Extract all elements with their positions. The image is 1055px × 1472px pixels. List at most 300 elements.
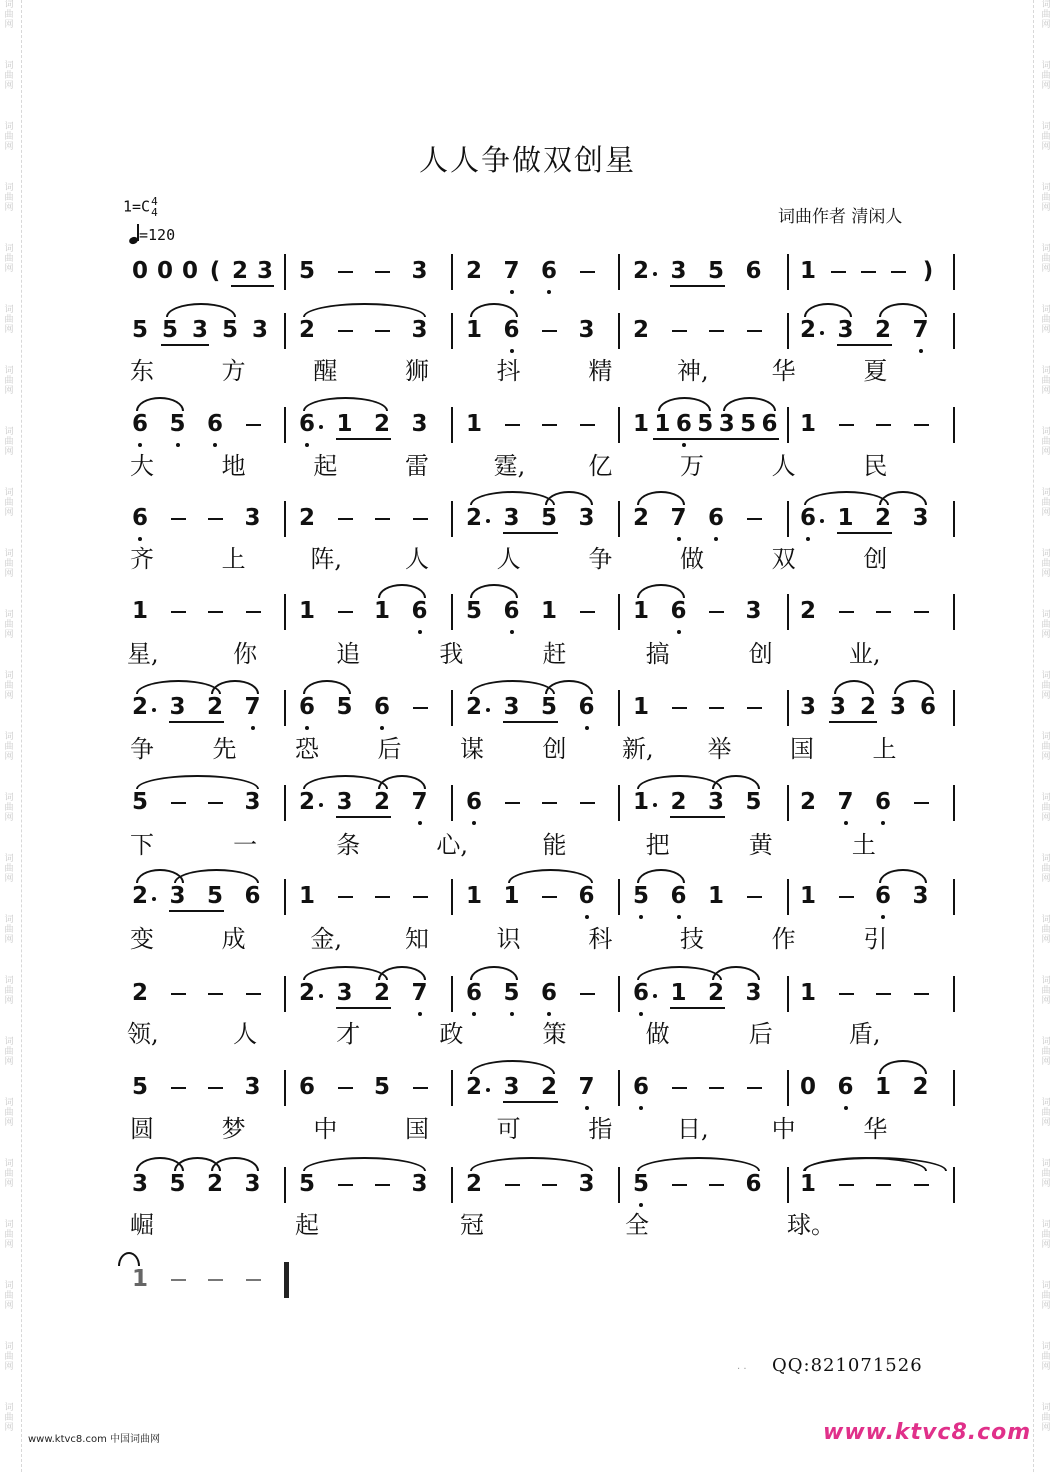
note: 1 (799, 258, 816, 284)
augmentation-dot (820, 331, 824, 335)
note: 1 (632, 694, 649, 720)
extension-dash (338, 330, 353, 332)
slur (470, 966, 518, 980)
lyric-word: 创 (542, 735, 567, 763)
note: ) (922, 258, 934, 284)
tempo-value: =120 (139, 226, 176, 244)
extension-dash (542, 330, 557, 332)
slur (136, 397, 184, 411)
note: 1 (654, 411, 671, 437)
note: 1 (632, 411, 649, 437)
extension-dash (839, 1184, 854, 1186)
watermark-text: 词 曲 网 (4, 122, 14, 152)
barline (953, 407, 955, 443)
time-top: 4 (151, 195, 158, 208)
lyric-word: 圆 (130, 1115, 154, 1143)
note: 2 (298, 980, 315, 1006)
extension-dash (171, 993, 186, 995)
extension-dash (246, 611, 261, 613)
lyric-word: 神, (677, 357, 709, 385)
note: 3 (718, 411, 735, 437)
barline (451, 313, 453, 349)
low-octave-dot (547, 290, 551, 294)
extension-dash (375, 271, 390, 273)
watermark-text: 词 曲 网 (1041, 1037, 1051, 1067)
augmentation-dot (820, 519, 824, 523)
barline (787, 501, 789, 537)
low-octave-dot (881, 915, 885, 919)
low-octave-dot (639, 1012, 643, 1016)
lyric-word: 争 (588, 545, 613, 573)
note: 3 (503, 1074, 520, 1100)
extension-dash (891, 271, 906, 273)
extension-dash (208, 611, 223, 613)
extension-dash (375, 896, 390, 898)
underline (837, 344, 893, 346)
augmentation-dot (653, 994, 657, 998)
note: 7 (837, 789, 854, 815)
extension-dash (861, 271, 876, 273)
barline (451, 879, 453, 915)
extension-dash (246, 424, 261, 426)
extension-dash (542, 896, 557, 898)
note: 2 (912, 1074, 929, 1100)
watermark-text: 词 曲 网 (4, 61, 14, 91)
barline (284, 1070, 286, 1106)
note: 1 (336, 411, 353, 437)
barline (618, 976, 620, 1012)
watermark-text: 词 曲 网 (4, 1037, 14, 1067)
note: 0 (131, 258, 148, 284)
lyric-word: 领, (127, 1020, 159, 1048)
slur (470, 584, 518, 598)
watermark-text: 词 曲 网 (1041, 854, 1051, 884)
barline (953, 313, 955, 349)
watermark-text: 词 曲 网 (4, 1281, 14, 1311)
lyric-word: 阵, (310, 545, 342, 573)
note: 0 (181, 258, 198, 284)
extension-dash (171, 1279, 186, 1281)
note: 2 (465, 694, 482, 720)
lyric-word: 黄 (748, 831, 773, 859)
extension-dash (208, 1087, 223, 1089)
slur (658, 397, 711, 411)
lyric-word: 把 (645, 831, 670, 859)
lyric-word: 后 (377, 735, 402, 763)
barline (618, 879, 620, 915)
lyric-word: 冠 (460, 1211, 484, 1239)
note: 2 (465, 1171, 482, 1197)
note: 5 (221, 317, 238, 343)
slur (545, 491, 593, 505)
slur (637, 869, 685, 883)
note: 2 (131, 980, 148, 1006)
lyric-word: 恐 (295, 735, 319, 763)
note: 1 (465, 317, 482, 343)
note: 6 (707, 505, 724, 531)
augmentation-dot (152, 897, 156, 901)
extension-dash (542, 1184, 557, 1186)
watermark-text: 词 曲 网 (4, 427, 14, 457)
lyric-word: 策 (542, 1020, 567, 1048)
note: 5 (740, 411, 757, 437)
watermark-text: 词 曲 网 (1041, 793, 1051, 823)
extension-dash (542, 802, 557, 804)
lyric-word: 政 (439, 1020, 464, 1048)
note: 6 (837, 1074, 854, 1100)
barline (284, 976, 286, 1012)
extension-dash (831, 271, 846, 273)
watermark-text: 词 曲 网 (4, 976, 14, 1006)
watermark-text: 词 曲 网 (4, 549, 14, 579)
slur (508, 869, 593, 883)
lyric-word: 华 (863, 1115, 888, 1143)
low-octave-dot (677, 915, 681, 919)
note: 6 (670, 598, 687, 624)
underline (829, 721, 877, 723)
slur (712, 775, 760, 789)
extension-dash (672, 1087, 687, 1089)
extension-dash (747, 330, 762, 332)
slur (378, 966, 426, 980)
barline (451, 785, 453, 821)
note: 3 (745, 598, 762, 624)
note: 2 (465, 505, 482, 531)
note: 5 (632, 883, 649, 909)
slur (303, 1157, 426, 1171)
slur (470, 1060, 555, 1074)
extension-dash (876, 1184, 891, 1186)
augmentation-dot (486, 1088, 490, 1092)
watermark-text: 词 曲 网 (1041, 549, 1051, 579)
lyric-word: 心, (436, 831, 469, 859)
extension-dash (375, 518, 390, 520)
lyric-word: 起 (295, 1211, 319, 1239)
barline (618, 407, 620, 443)
low-octave-dot (585, 1106, 589, 1110)
lyric-word: 可 (496, 1115, 521, 1143)
note: 2 (859, 694, 876, 720)
lyric-word: 人 (233, 1020, 258, 1048)
note: 6 (578, 694, 595, 720)
extension-dash (709, 1184, 724, 1186)
note: 3 (411, 317, 428, 343)
key-label: 1=C (123, 197, 151, 216)
lyric-word: 土 (851, 831, 876, 859)
extension-dash (914, 1184, 929, 1186)
watermark-text: 词 曲 网 (4, 854, 14, 884)
watermark-text: 词 曲 网 (4, 366, 14, 396)
note: 6 (298, 1074, 315, 1100)
note: 7 (411, 980, 428, 1006)
barline (284, 313, 286, 349)
barline (451, 254, 453, 290)
watermark-text: 词 曲 网 (4, 183, 14, 213)
note: 1 (298, 883, 315, 909)
lyric-word: 双 (771, 545, 796, 573)
extension-dash (208, 1279, 223, 1281)
note: 3 (411, 411, 428, 437)
barline (953, 501, 955, 537)
watermark-text: 词 曲 网 (4, 671, 14, 701)
note: 6 (799, 505, 816, 531)
note: 2 (799, 317, 816, 343)
note: 6 (675, 411, 692, 437)
extension-dash (413, 707, 428, 709)
extension-dash (914, 611, 929, 613)
note: 7 (578, 1074, 595, 1100)
note: 3 (336, 980, 353, 1006)
watermark-text: 词 曲 网 (1041, 183, 1051, 213)
extension-dash (876, 424, 891, 426)
barline (451, 501, 453, 537)
low-octave-dot (510, 349, 514, 353)
slur (470, 1157, 593, 1171)
note: 6 (503, 598, 520, 624)
slur (637, 584, 685, 598)
extension-dash (338, 518, 353, 520)
barline (451, 690, 453, 726)
lyric-word: 识 (496, 925, 521, 953)
extension-dash (338, 1087, 353, 1089)
extension-dash (246, 1279, 261, 1281)
barline (284, 254, 286, 290)
extension-dash (709, 611, 724, 613)
barline (618, 1070, 620, 1106)
lyric-word: 大 (130, 452, 154, 480)
note: 5 (373, 1074, 390, 1100)
note: 5 (131, 789, 148, 815)
low-octave-dot (881, 821, 885, 825)
extension-dash (171, 1087, 186, 1089)
note: 2 (874, 317, 891, 343)
slur (723, 397, 776, 411)
note: 3 (244, 1171, 261, 1197)
note: 2 (465, 258, 482, 284)
low-octave-dot (472, 821, 476, 825)
lyric-word: 业, (848, 640, 881, 668)
extension-dash (747, 518, 762, 520)
note: 2 (707, 980, 724, 1006)
watermark-text: 词 曲 网 (1041, 488, 1051, 518)
lyric-word: 精 (588, 357, 613, 385)
lyric-word: 齐 (130, 545, 154, 573)
lyric-word: 方 (221, 357, 246, 385)
extension-dash (413, 896, 428, 898)
watermark-text: 词 曲 网 (4, 488, 14, 518)
underline (336, 438, 392, 440)
note: 1 (799, 411, 816, 437)
lyric-word: 技 (680, 925, 704, 953)
barline (787, 1167, 789, 1203)
extension-dash (338, 896, 353, 898)
augmentation-dot (653, 272, 657, 276)
barline (787, 313, 789, 349)
low-octave-dot (639, 1106, 643, 1110)
barline (787, 254, 789, 290)
lyric-word: 争 (130, 735, 154, 763)
barline (284, 879, 286, 915)
lyric-word: 赶 (542, 640, 567, 668)
barline (618, 1167, 620, 1203)
lyric-word: 上 (221, 545, 246, 573)
note: 2 (231, 258, 248, 284)
underline (670, 1007, 726, 1009)
barline (618, 501, 620, 537)
note: 1 (131, 1266, 148, 1292)
lyric-word: 球。 (787, 1211, 835, 1239)
note: 5 (503, 980, 520, 1006)
lyric-word: 国 (405, 1115, 429, 1143)
barline (618, 690, 620, 726)
low-octave-dot (585, 915, 589, 919)
note: 6 (465, 789, 482, 815)
extension-dash (505, 802, 520, 804)
note: 6 (632, 980, 649, 1006)
extension-dash (839, 611, 854, 613)
low-octave-dot (682, 443, 686, 447)
barline (953, 594, 955, 630)
low-octave-dot (213, 443, 217, 447)
note: 5 (632, 1171, 649, 1197)
note: 7 (244, 694, 261, 720)
note: 2 (373, 789, 390, 815)
watermark-text: 词 曲 网 (4, 305, 14, 335)
note: 6 (632, 1074, 649, 1100)
note: 1 (799, 980, 816, 1006)
note: 5 (540, 505, 557, 531)
note: 3 (912, 883, 929, 909)
note: 6 (919, 694, 936, 720)
note: 5 (298, 258, 315, 284)
lyric-word: 抖 (496, 357, 521, 385)
slur (303, 775, 388, 789)
lyric-word: 全 (625, 1211, 649, 1239)
lyric-word: 做 (645, 1020, 670, 1048)
watermark-text: 词 曲 网 (1041, 305, 1051, 335)
barline (787, 407, 789, 443)
note: 6 (298, 694, 315, 720)
note: 6 (131, 505, 148, 531)
lyric-word: 万 (680, 452, 704, 480)
watermark-text: 词 曲 网 (1041, 1098, 1051, 1128)
lyric-word: 醒 (313, 357, 338, 385)
note: 6 (206, 411, 223, 437)
watermark-text: 词 曲 网 (1041, 610, 1051, 640)
low-octave-dot (714, 537, 718, 541)
slur (879, 869, 927, 883)
note: 3 (169, 883, 186, 909)
lyric-word: 举 (707, 735, 732, 763)
note: 2 (373, 411, 390, 437)
underline (169, 910, 225, 912)
note: 1 (874, 1074, 891, 1100)
barline (618, 254, 620, 290)
barline (451, 1070, 453, 1106)
note: 3 (256, 258, 273, 284)
barline (953, 254, 955, 290)
site-logo: www.ktvc8.com (823, 1420, 1032, 1445)
note: 0 (156, 258, 173, 284)
note: 5 (131, 1074, 148, 1100)
lyric-word: 盾, (848, 1020, 881, 1048)
low-octave-dot (844, 821, 848, 825)
extension-dash (580, 611, 595, 613)
note: 1 (837, 505, 854, 531)
extension-dash (876, 993, 891, 995)
note: 3 (411, 1171, 428, 1197)
note: 3 (707, 789, 724, 815)
slur (470, 680, 555, 694)
extension-dash (208, 993, 223, 995)
low-octave-dot (418, 630, 422, 634)
watermark-text: 词 曲 网 (4, 793, 14, 823)
extension-dash (672, 707, 687, 709)
low-octave-dot (585, 726, 589, 730)
extension-dash (413, 1087, 428, 1089)
extension-dash (709, 330, 724, 332)
lyric-word: 下 (130, 831, 154, 859)
underline (653, 438, 778, 440)
barline (451, 976, 453, 1012)
underline (670, 285, 726, 287)
extension-dash (505, 1184, 520, 1186)
low-octave-dot (380, 726, 384, 730)
barline (618, 594, 620, 630)
slur (470, 303, 518, 317)
note: 6 (745, 258, 762, 284)
underline (231, 285, 274, 287)
note: 5 (169, 411, 186, 437)
note: 3 (670, 258, 687, 284)
lyric-word: 变 (130, 925, 154, 953)
extension-dash (338, 271, 353, 273)
watermark-text: 词 曲 网 (4, 915, 14, 945)
barline (787, 976, 789, 1012)
slur (637, 966, 722, 980)
lyric-word: 后 (748, 1020, 773, 1048)
extension-dash (839, 424, 854, 426)
low-octave-dot (138, 443, 142, 447)
note: 7 (912, 317, 929, 343)
lyric-word: 亿 (588, 452, 613, 480)
note: 3 (578, 505, 595, 531)
lyric-word: 中 (313, 1115, 338, 1143)
slur (174, 869, 259, 883)
note: 3 (336, 789, 353, 815)
augmentation-dot (319, 425, 323, 429)
note: 2 (465, 1074, 482, 1100)
lyric-word: 日, (677, 1115, 709, 1143)
low-octave-dot (305, 726, 309, 730)
slur (118, 1252, 140, 1266)
lyric-word: 成 (221, 925, 246, 953)
note: 2 (632, 258, 649, 284)
underline (336, 1007, 392, 1009)
note: 6 (131, 411, 148, 437)
watermark-text: 词 曲 网 (1041, 976, 1051, 1006)
note: 5 (336, 694, 353, 720)
lyric-word: 地 (221, 452, 246, 480)
lyric-word: 引 (863, 925, 888, 953)
note: 1 (465, 411, 482, 437)
lyric-word: 知 (405, 925, 429, 953)
extension-dash (338, 1184, 353, 1186)
note: 1 (632, 598, 649, 624)
note: 3 (837, 317, 854, 343)
extension-dash (375, 1184, 390, 1186)
lyric-word: 新, (622, 735, 654, 763)
